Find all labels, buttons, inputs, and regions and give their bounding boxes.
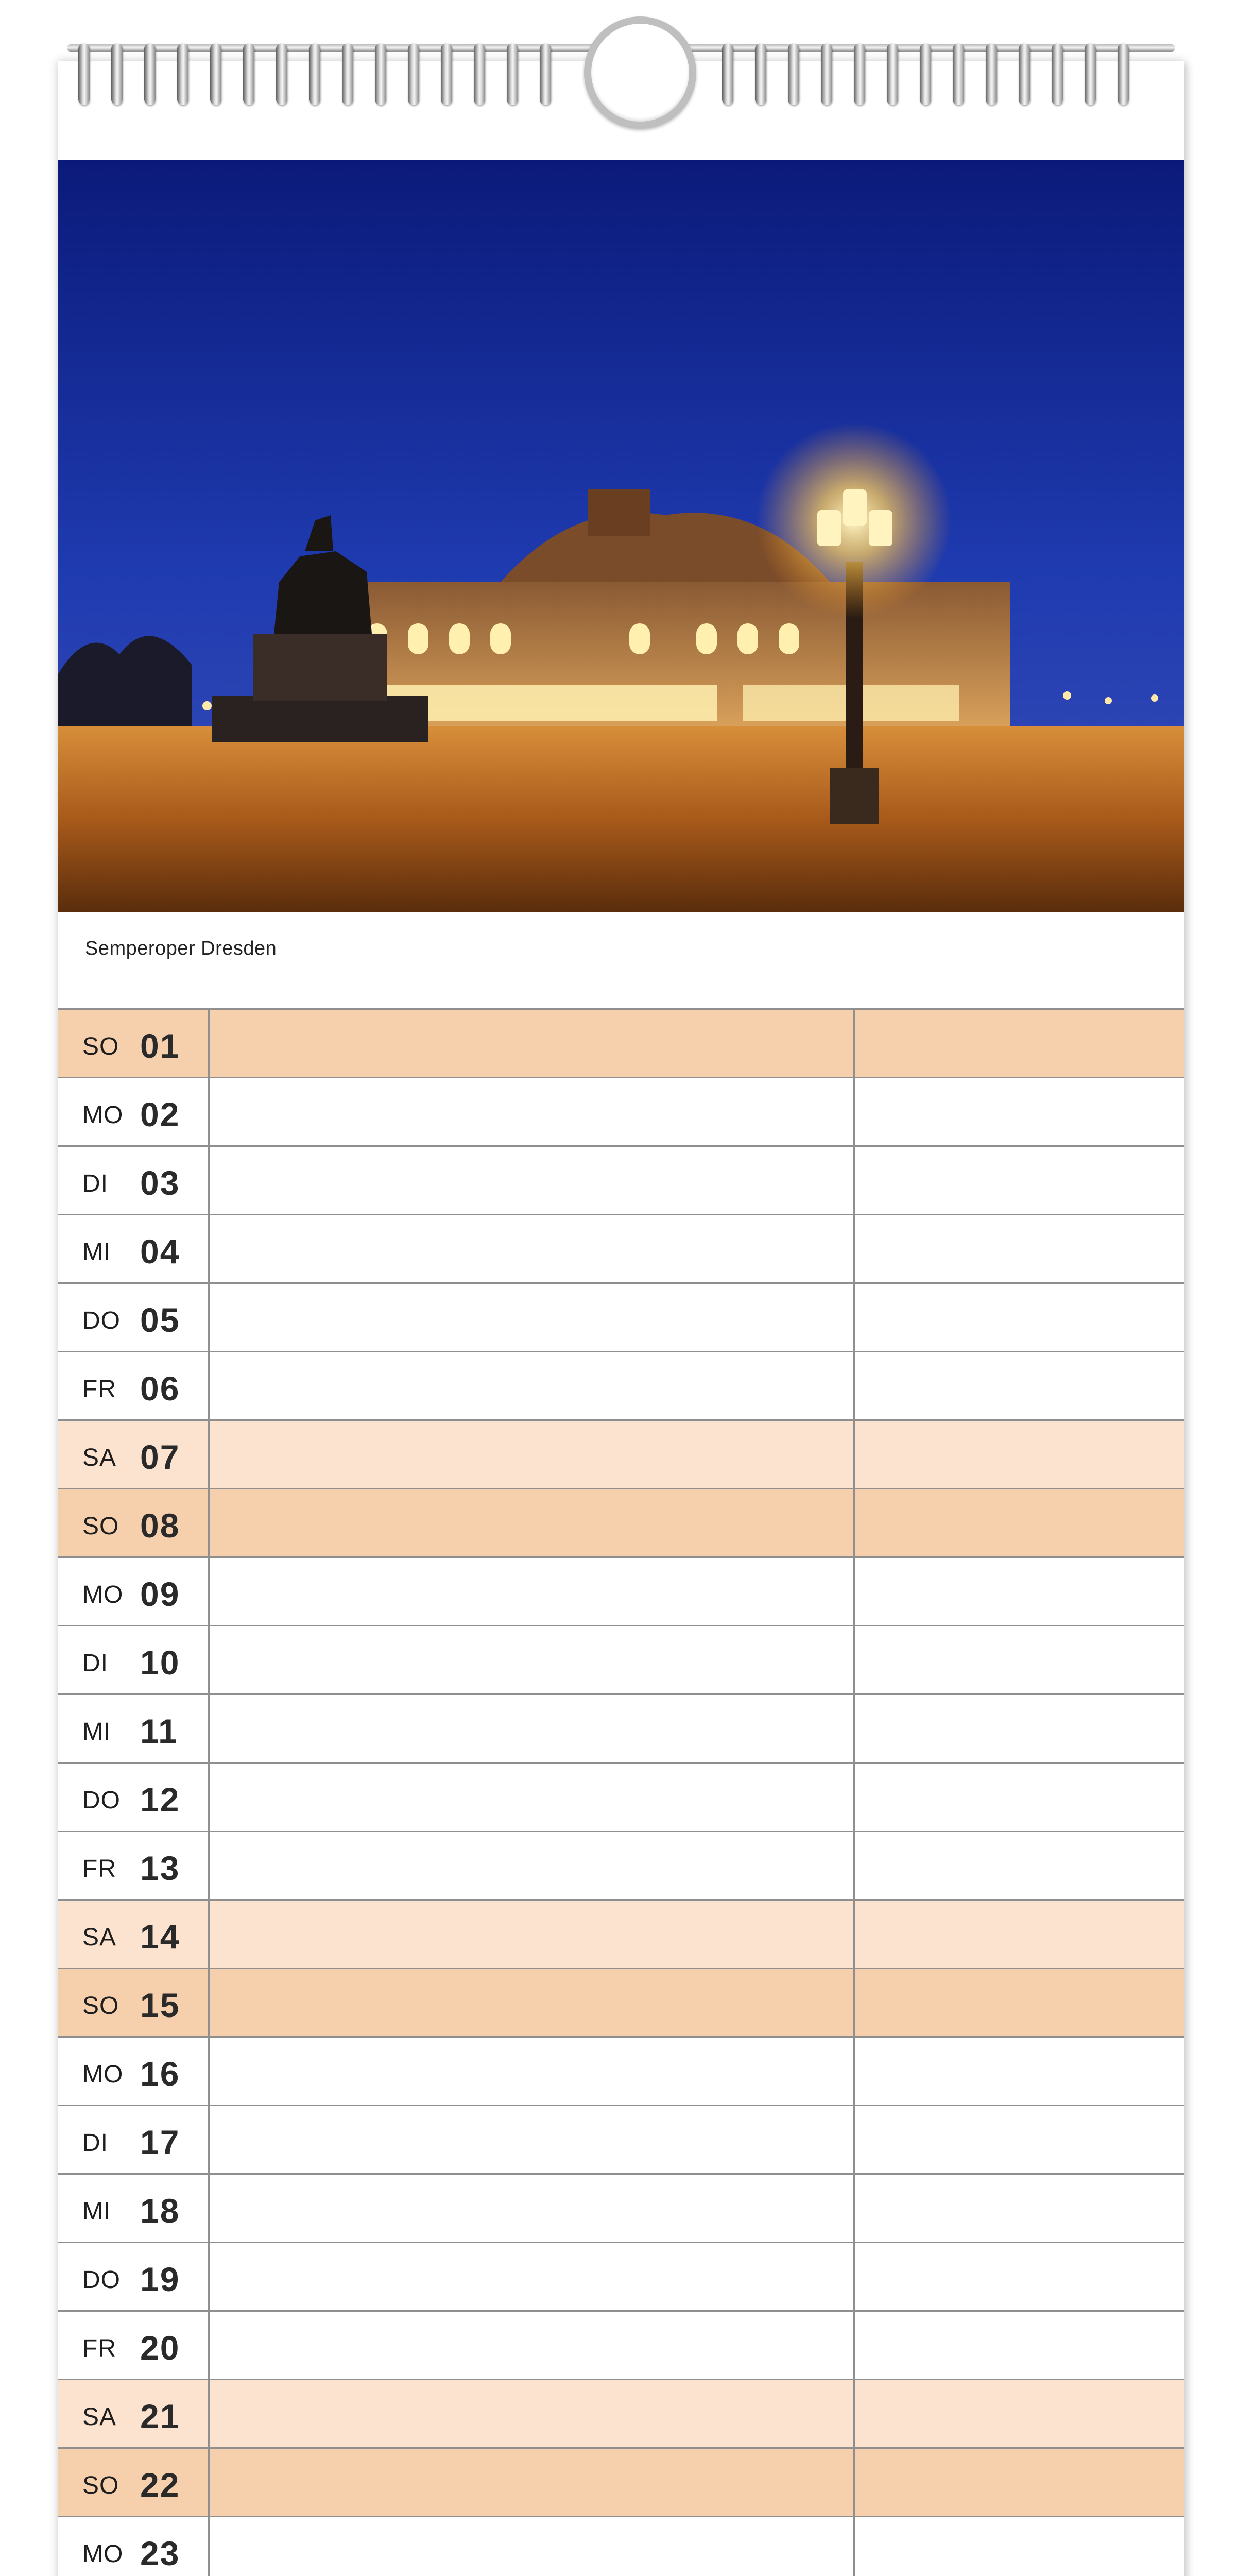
note-cell-main	[210, 1421, 855, 1488]
weekday-label: MO	[82, 2540, 124, 2568]
binding-coil	[986, 43, 997, 105]
day-row	[58, 1901, 1184, 1969]
day-label-cell	[58, 1284, 210, 1351]
weekday-label: SO	[82, 1992, 119, 2020]
weekday-label: DI	[82, 2129, 108, 2157]
note-cell-side	[855, 1352, 1184, 1419]
day-number: 05	[140, 1301, 180, 1339]
binding-coil	[887, 43, 898, 105]
note-cell-side	[855, 1078, 1184, 1145]
day-grid	[58, 1008, 1184, 2576]
day-number: 08	[140, 1506, 180, 1545]
note-cell-main	[210, 1078, 855, 1145]
note-cell-side	[855, 1626, 1184, 1693]
note-cell-main	[210, 1489, 855, 1556]
binding-coil	[441, 43, 452, 105]
binding-coil	[788, 43, 799, 105]
note-cell-side	[855, 1421, 1184, 1488]
binding-coil	[540, 43, 551, 105]
note-cell-side	[855, 2175, 1184, 2242]
day-row	[58, 2243, 1184, 2312]
note-cell-main	[210, 1010, 855, 1077]
weekday-label: DI	[82, 1170, 108, 1197]
note-cell-side	[855, 2243, 1184, 2310]
day-number: 02	[140, 1095, 180, 1133]
spiral-binding	[58, 31, 1184, 118]
photo-caption: Semperoper Dresden	[85, 938, 277, 959]
day-row	[58, 2380, 1184, 2449]
day-label-cell	[58, 1078, 210, 1145]
weekday-label: SA	[82, 2403, 117, 2431]
weekday-label: MO	[82, 2061, 124, 2088]
day-number: 12	[140, 1781, 180, 1819]
day-label-cell	[58, 1147, 210, 1214]
day-row	[58, 2449, 1184, 2517]
binding-coil	[309, 43, 320, 105]
day-label-cell	[58, 2038, 210, 2105]
day-label-cell	[58, 2106, 210, 2173]
note-cell-main	[210, 2380, 855, 2447]
weekday-label: DO	[82, 2266, 121, 2294]
note-cell-main	[210, 2449, 855, 2516]
note-cell-side	[855, 2380, 1184, 2447]
binding-coil	[375, 43, 386, 105]
binding-coil	[854, 43, 865, 105]
binding-coil	[78, 43, 90, 105]
note-cell-side	[855, 1147, 1184, 1214]
weekday-label: SA	[82, 1924, 117, 1951]
day-label-cell	[58, 1626, 210, 1693]
day-row	[58, 1489, 1184, 1558]
binding-coil	[177, 43, 188, 105]
note-cell-main	[210, 1284, 855, 1351]
note-cell-main	[210, 1695, 855, 1762]
day-row	[58, 1764, 1184, 1832]
weekday-label: DI	[82, 1650, 108, 1677]
note-cell-main	[210, 1558, 855, 1625]
note-cell-main	[210, 1969, 855, 2036]
day-row	[58, 1421, 1184, 1489]
day-label-cell	[58, 2380, 210, 2447]
weekday-label: SO	[82, 1033, 119, 1060]
hanger-hook	[584, 16, 696, 129]
binding-coil	[111, 43, 123, 105]
day-label-cell	[58, 1558, 210, 1625]
day-row	[58, 1147, 1184, 1215]
note-cell-side	[855, 2038, 1184, 2105]
day-row	[58, 1284, 1184, 1352]
note-cell-side	[855, 1284, 1184, 1351]
binding-coil	[474, 43, 485, 105]
weekday-label: MI	[82, 2198, 111, 2225]
day-label-cell	[58, 2175, 210, 2242]
day-row	[58, 2038, 1184, 2106]
day-label-cell	[58, 2449, 210, 2516]
day-number: 09	[140, 1575, 180, 1613]
day-label-cell	[58, 1969, 210, 2036]
note-cell-main	[210, 2243, 855, 2310]
note-cell-side	[855, 1215, 1184, 1282]
day-label-cell	[58, 1489, 210, 1556]
weekday-label: MI	[82, 1718, 111, 1745]
note-cell-main	[210, 2175, 855, 2242]
weekday-label: MO	[82, 1581, 124, 1608]
note-cell-side	[855, 2106, 1184, 2173]
day-number: 22	[140, 2466, 180, 2504]
day-number: 06	[140, 1369, 180, 1408]
day-row	[58, 2312, 1184, 2380]
binding-coil	[408, 43, 419, 105]
day-number: 23	[140, 2534, 180, 2572]
note-cell-side	[855, 1901, 1184, 1968]
day-label-cell	[58, 2312, 210, 2379]
day-number: 14	[140, 1918, 180, 1956]
note-cell-side	[855, 1489, 1184, 1556]
day-number: 20	[140, 2329, 180, 2367]
note-cell-side	[855, 2517, 1184, 2576]
note-cell-main	[210, 1832, 855, 1899]
day-number: 07	[140, 1438, 180, 1476]
weekday-label: MI	[82, 1239, 111, 1266]
note-cell-main	[210, 1147, 855, 1214]
day-label-cell	[58, 1010, 210, 1077]
weekday-label: DO	[82, 1307, 121, 1334]
binding-coil	[821, 43, 832, 105]
day-row	[58, 2517, 1184, 2576]
day-label-cell	[58, 2517, 210, 2576]
day-label-cell	[58, 1695, 210, 1762]
day-row	[58, 1969, 1184, 2038]
weekday-label: MO	[82, 1101, 124, 1129]
day-row	[58, 1695, 1184, 1764]
note-cell-side	[855, 1764, 1184, 1831]
note-cell-side	[855, 2449, 1184, 2516]
binding-coil	[1085, 43, 1096, 105]
weekday-label: SO	[82, 2472, 119, 2499]
day-row	[58, 1352, 1184, 1421]
note-cell-side	[855, 1695, 1184, 1762]
day-number: 16	[140, 2055, 180, 2093]
day-label-cell	[58, 1901, 210, 1968]
binding-coil	[1118, 43, 1129, 105]
weekday-label: SA	[82, 1444, 117, 1471]
day-number: 19	[140, 2260, 180, 2298]
note-cell-main	[210, 1901, 855, 1968]
note-cell-side	[855, 1558, 1184, 1625]
day-number: 21	[140, 2397, 180, 2435]
note-cell-main	[210, 2106, 855, 2173]
weekday-label: FR	[82, 1376, 116, 1403]
binding-coil	[755, 43, 766, 105]
day-row	[58, 1078, 1184, 1147]
binding-coil	[953, 43, 964, 105]
binding-coil	[342, 43, 353, 105]
note-cell-main	[210, 2038, 855, 2105]
binding-coil	[920, 43, 931, 105]
weekday-label: SO	[82, 1513, 119, 1540]
weekday-label: DO	[82, 1787, 121, 1814]
day-label-cell	[58, 1352, 210, 1419]
day-label-cell	[58, 1832, 210, 1899]
day-row	[58, 2106, 1184, 2175]
binding-coil	[1019, 43, 1030, 105]
day-row	[58, 2175, 1184, 2243]
note-cell-side	[855, 1969, 1184, 2036]
note-cell-side	[855, 1010, 1184, 1077]
weekday-label: FR	[82, 1855, 116, 1883]
day-label-cell	[58, 1764, 210, 1831]
note-cell-main	[210, 2312, 855, 2379]
day-label-cell	[58, 1421, 210, 1488]
day-row	[58, 1626, 1184, 1695]
binding-coil	[210, 43, 221, 105]
note-cell-main	[210, 1764, 855, 1831]
day-number: 04	[140, 1232, 180, 1270]
note-cell-main	[210, 1215, 855, 1282]
binding-coil	[507, 43, 518, 105]
day-number: 17	[140, 2123, 180, 2161]
day-row	[58, 1832, 1184, 1901]
day-number: 01	[140, 1027, 180, 1065]
day-number: 18	[140, 2192, 180, 2230]
note-cell-side	[855, 1832, 1184, 1899]
day-number: 03	[140, 1164, 180, 1202]
note-cell-main	[210, 1626, 855, 1693]
day-number: 10	[140, 1643, 180, 1682]
day-number: 13	[140, 1849, 180, 1887]
binding-coil	[276, 43, 287, 105]
binding-coil	[144, 43, 156, 105]
day-number: 11	[140, 1712, 178, 1750]
day-label-cell	[58, 1215, 210, 1282]
binding-coil	[722, 43, 733, 105]
day-row	[58, 1215, 1184, 1284]
binding-coil	[1052, 43, 1063, 105]
day-row	[58, 1558, 1184, 1626]
note-cell-main	[210, 1352, 855, 1419]
note-cell-main	[210, 2517, 855, 2576]
day-number: 15	[140, 1986, 180, 2024]
day-label-cell	[58, 2243, 210, 2310]
calendar-photo	[58, 160, 1184, 912]
day-row	[58, 1010, 1184, 1078]
note-cell-side	[855, 2312, 1184, 2379]
binding-coil	[243, 43, 254, 105]
weekday-label: FR	[82, 2335, 116, 2362]
